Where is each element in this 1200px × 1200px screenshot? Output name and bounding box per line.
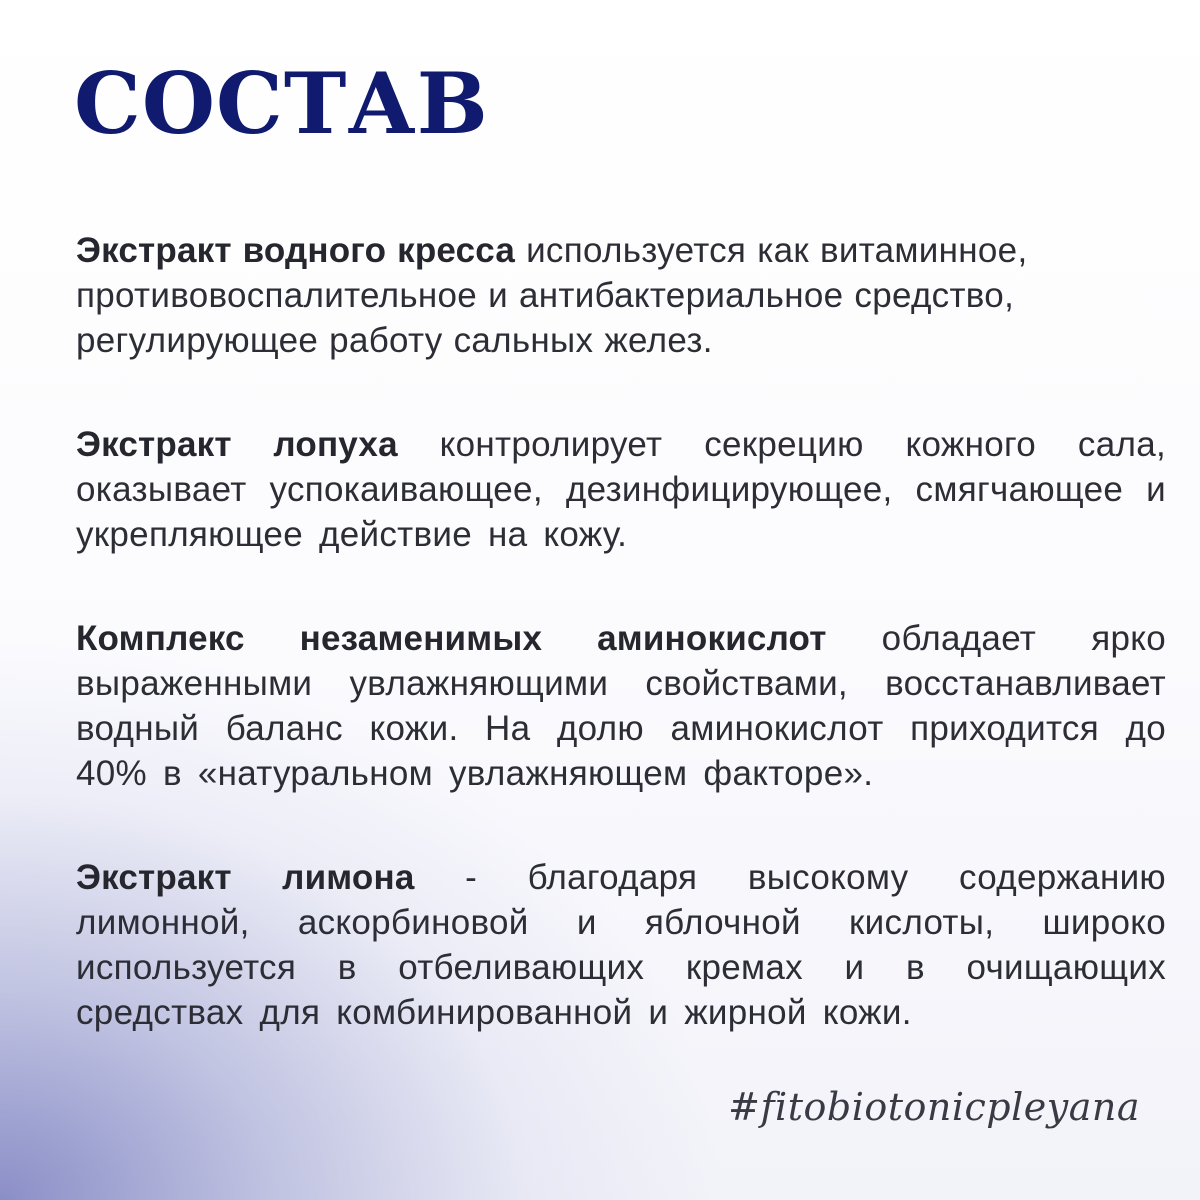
ingredient-description: обладает ярко выраженными увлажняющими свойствами, восстанавливает водный баланс кожи. На долю аминокислот приходится до 40% в «натуральном увлажняющем факторе».	[76, 619, 1166, 793]
ingredient-burdock	[76, 422, 1166, 557]
ingredient-name: Комплекс незаменимых аминокислот	[76, 619, 827, 658]
ingredient-lemon	[76, 855, 1166, 1035]
page-title: СОСТАВ	[74, 54, 489, 153]
ingredient-description: используется как витаминное, противовоспалительное и антибактериальное средство, регулирующее работу сальных желез.	[76, 231, 1028, 360]
brand-hashtag: #fitobiotonicpleyana	[728, 1085, 1140, 1129]
ingredient-name: Экстракт лимона	[76, 858, 415, 897]
ingredient-description: контролирует секрецию кожного сала, оказывает успокаивающее, дезинфицирующее, смягчающее и укрепляющее действие на кожу.	[76, 425, 1166, 554]
ingredient-name: Экстракт лопуха	[76, 425, 398, 464]
ingredient-amino-acids	[76, 616, 1166, 796]
ingredient-description: - благодаря высокому содержанию лимонной, аскорбиновой и яблочной кислоты, широко используется в отбеливающих кремах и в очищающих средствах для комбинированной и жирной кожи.	[76, 858, 1166, 1032]
ingredient-name: Экстракт водного кресса	[76, 231, 516, 270]
ingredient-watercress	[76, 228, 1166, 363]
ingredients-list	[76, 228, 1166, 1094]
